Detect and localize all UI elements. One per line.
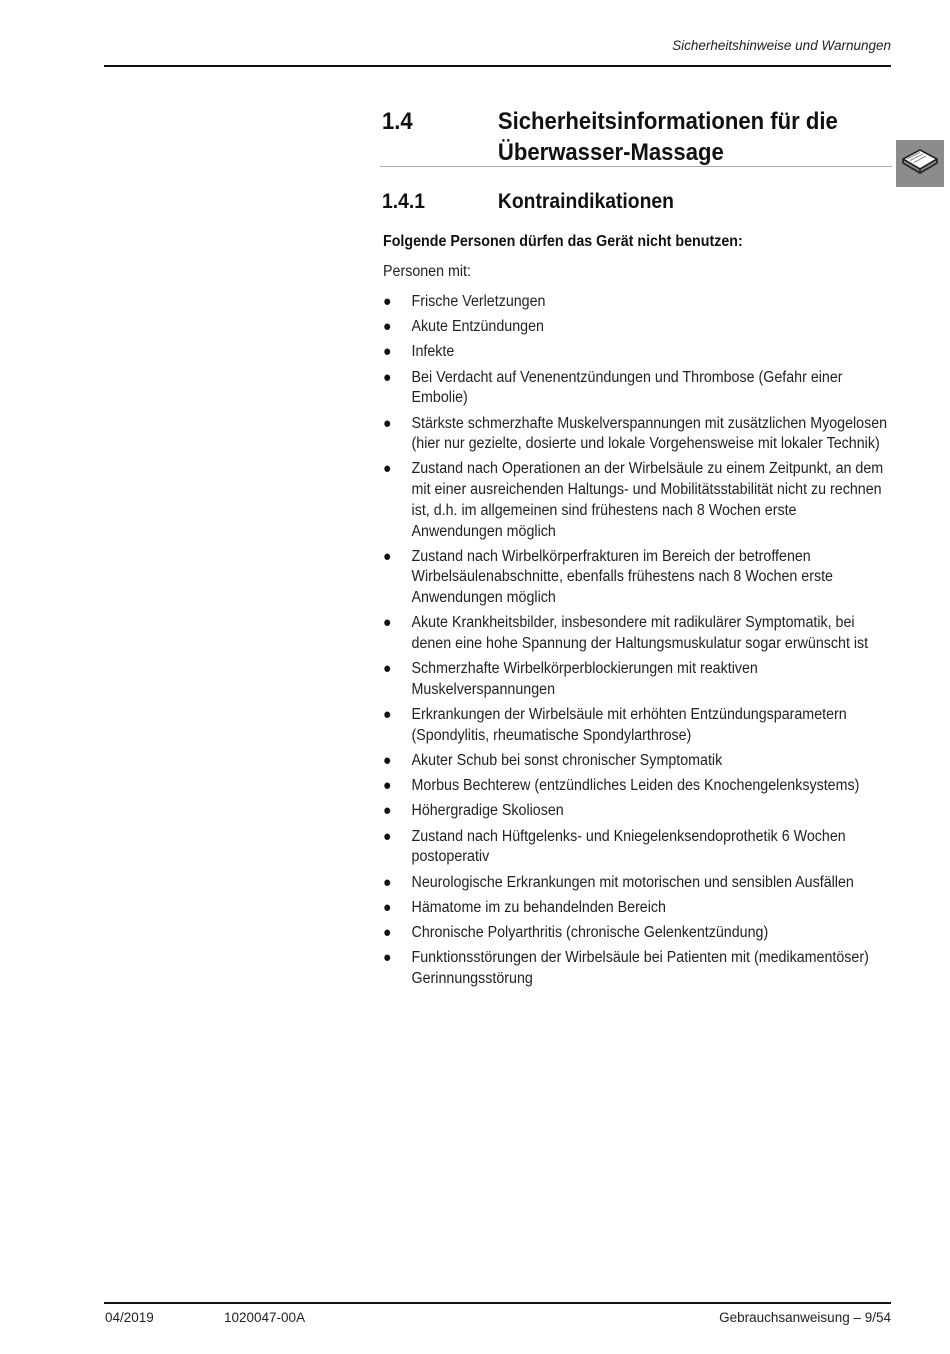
bullet-icon: ● [383,802,392,820]
bullet-icon: ● [383,752,392,770]
list-item-text: Bei Verdacht auf Venenentzündungen und Thrombose (Gefahr einer Embolie) [411,368,843,407]
list-item [383,659,889,700]
bullet-icon: ● [383,614,392,632]
list-item [383,342,889,363]
bullet-icon: ● [383,923,392,941]
subsection-title: Kontraindikationen [497,190,674,213]
bullet-icon: ● [383,293,392,310]
list-item-text: Höhergradige Skoliosen [411,802,564,820]
subsection-number: 1.4.1 [382,190,425,213]
list-item [383,873,889,894]
bullet-icon: ● [383,368,392,386]
list-item [383,613,889,654]
bullet-icon: ● [383,706,392,724]
list-item [383,948,889,989]
warning-intro: Folgende Personen dürfen das Gerät nicht benutzen: [383,233,743,250]
list-item [383,414,889,455]
list-item-text: Neurologische Erkrankungen mit motorischen und sensiblen Ausfällen [411,873,854,891]
list-item-text: Morbus Bechterew (entzündliches Leiden des Knochengelenksystems) [411,777,860,795]
list-item [383,898,889,919]
list-item [383,776,889,797]
list-item-text: Infekte [411,343,455,361]
list-item [383,801,889,822]
list-item-text: Frische Verletzungen [411,293,546,310]
bullet-icon: ● [383,414,392,432]
list-item [383,547,889,609]
list-item [383,827,889,868]
list-item-text: Schmerzhafte Wirbelkörperblockierungen mit reaktiven Muskelverspannungen [411,660,758,698]
section-rule [380,166,892,167]
list-item [383,751,889,772]
header-rule [104,65,891,67]
list-item-text: Funktionsstörungen der Wirbelsäule bei Patienten mit (medikamentöser) Gerinnungsstörung [411,949,869,987]
contraindication-list [383,292,889,994]
list-item [383,923,889,944]
chapter-tab [896,140,944,187]
bullet-icon: ● [383,318,392,336]
list-item [383,368,889,409]
open-book-icon [900,146,940,181]
list-item-text: Chronische Polyarthritis (chronische Gelenkentzündung) [411,923,769,941]
bullet-icon: ● [383,898,392,916]
list-item-text: Erkrankungen der Wirbelsäule mit erhöhten Entzündungsparametern (Spondylitis, rheumatische Spondylarthrose) [411,706,847,744]
bullet-icon: ● [383,873,392,891]
list-item [383,705,889,746]
list-item-text: Akuter Schub bei sonst chronischer Symptomatik [411,752,723,770]
list-item-text: Zustand nach Operationen an der Wirbelsäule zu einem Zeitpunkt, an dem mit einer ausreichenden Haltungs- und Mobilitätsstabilität nicht zu rechnen ist, d.h. im allgemeinen sind frühestens nach 8 Wochen erste Anwendungen möglich [411,460,884,540]
list-item-text: Zustand nach Wirbelkörperfrakturen im Bereich der betroffenen Wirbelsäulenabschnitte, ebenfalls frühestens nach 8 Wochen erste Anwendungen möglich [411,547,833,607]
bullet-icon: ● [383,777,392,795]
running-header: Sicherheitshinweise und Warnungen [672,38,891,53]
list-item [383,317,889,338]
bullet-icon: ● [383,343,392,361]
list-item-text: Akute Krankheitsbilder, insbesondere mit radikulärer Symptomatik, bei denen eine hohe Spannung der Haltungsmuskulatur sogar erwünscht ist [411,614,869,653]
bullet-icon: ● [383,547,392,565]
footer-date: 04/2019 [105,1310,154,1325]
footer-doc-number: 1020047-00A [224,1310,306,1325]
bullet-icon: ● [383,827,392,845]
intro-text: Personen mit: [383,263,471,280]
list-item-text: Stärkste schmerzhafte Muskelverspannungen mit zusätzlichen Myogelosen (hier nur gezielte, dosierte und lokale Vorgehensweise mit lokaler Technik) [411,414,888,453]
list-item [383,459,889,542]
footer-page-label: Gebrauchsanweisung – 9/54 [719,1310,891,1325]
footer-rule [104,1302,891,1304]
bullet-icon: ● [383,660,392,678]
list-item-text: Akute Entzündungen [411,318,544,336]
section-number: 1.4 [382,108,413,135]
bullet-icon: ● [383,460,392,478]
bullet-icon: ● [383,949,392,967]
list-item-text: Hämatome im zu behandelnden Bereich [411,898,666,916]
list-item-text: Zustand nach Hüftgelenks- und Kniegelenksendoprothetik 6 Wochen postoperativ [411,827,846,866]
list-item [383,292,889,313]
section-title: Sicherheitsinformationen für die Überwasser-Massage [497,108,838,166]
